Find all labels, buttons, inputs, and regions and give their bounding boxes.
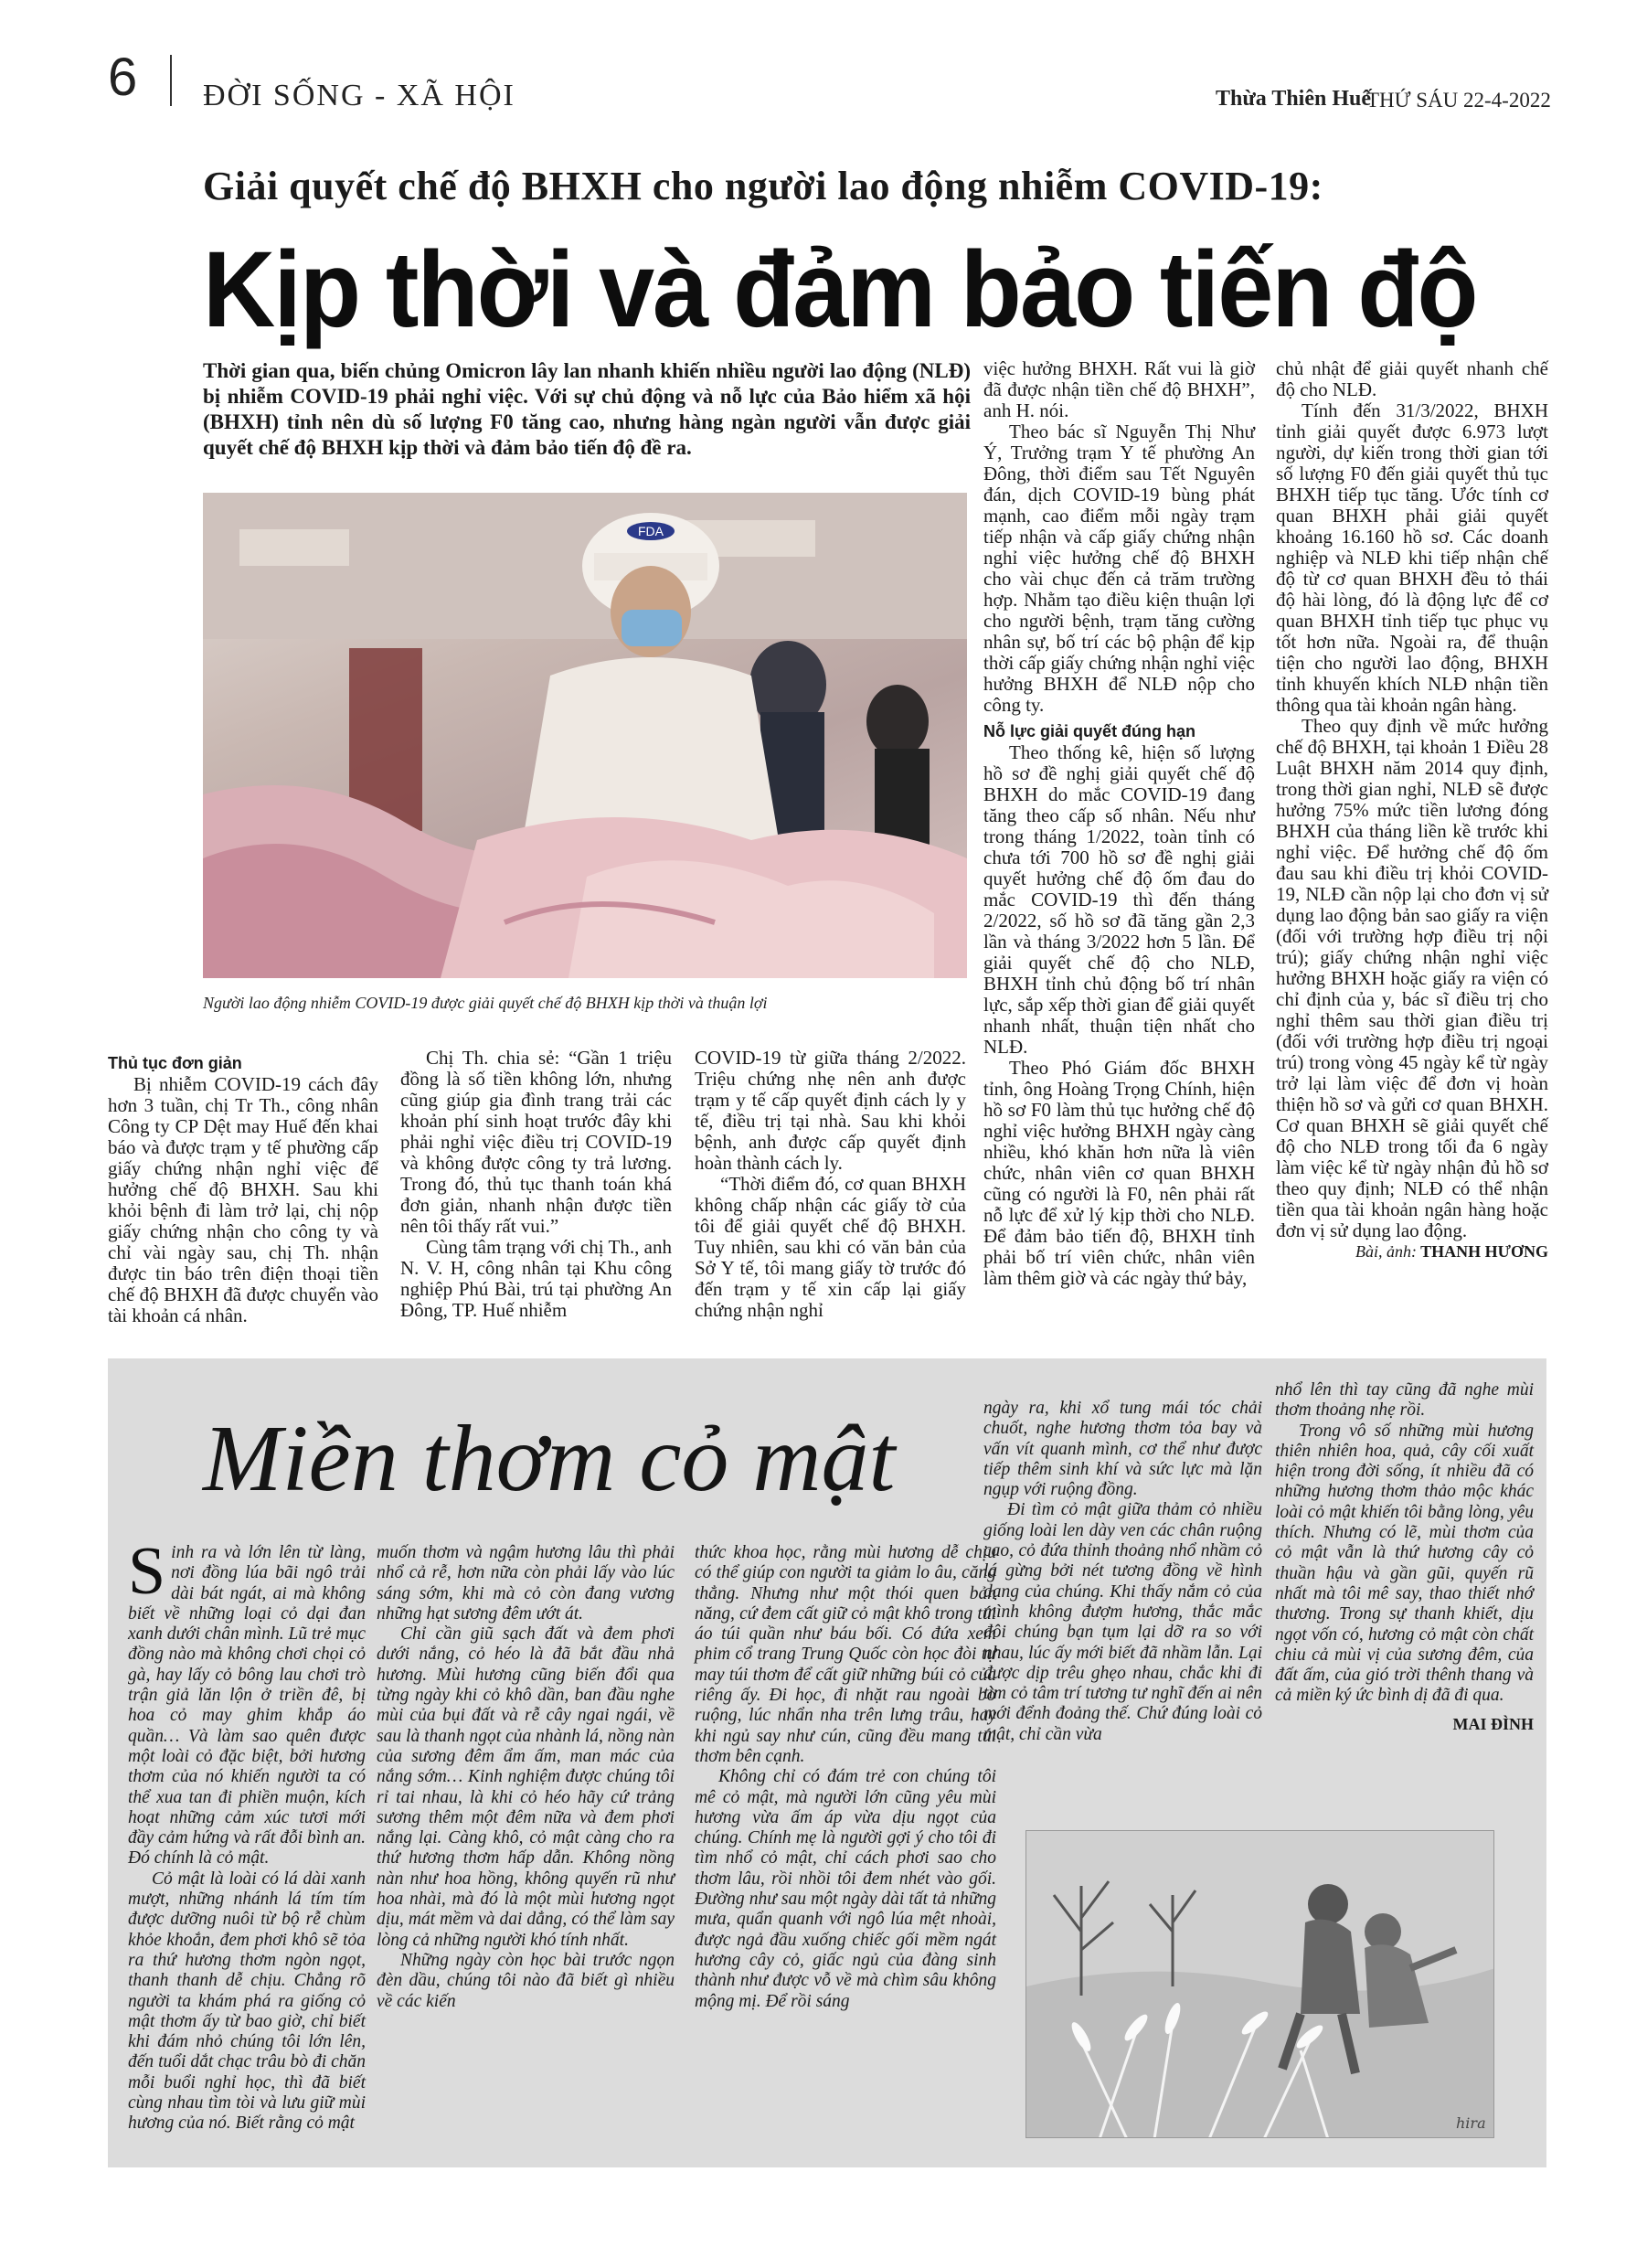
paragraph: Những ngày còn học bài trước ngọn đèn dầu, chúng tôi nào đã biết gì nhiều về các kiến	[377, 1950, 675, 2011]
paragraph: Theo bác sĩ Nguyễn Thị Như Ý, Trưởng trạm Y tế phường An Đông, thời điểm sau Tết Nguyên đán, dịch COVID-19 bùng phát mạnh, cao điểm mỗi ngày trạm tiếp nhận và cấp giấy chứng nhận nghỉ việc hưởng chế độ BHXH cho vài chục đến cả trăm trường hợp. Nhằm tạo điều kiện thuận lợi cho người bệnh, trạm tăng cường nhân sự, bố trí các bộ phận để kịp thời cấp giấy chứng nhận nghỉ việc hưởng BHXH để NLĐ nộp cho công ty.	[983, 421, 1255, 716]
paragraph: Tính đến 31/3/2022, BHXH tỉnh giải quyết được 6.973 lượt người, dự kiến trong thời gian tới số lượng F0 đến giải quyết thủ tục BHXH tiếp tục tăng. Ước tính cơ quan BHXH phải giải quyết khoảng 16.160 hồ sơ. Các doanh nghiệp và NLĐ khi tiếp nhận chế độ từ cơ quan BHXH đều tỏ thái độ hài lòng, đó là động lực để cơ quan BHXH tỉnh tiếp tục phục vụ tốt hơn nữa. Ngoài ra, để thuận tiện cho người lao động, BHXH tỉnh khuyến khích NLĐ nhận tiền thông qua tài khoản ngân hàng.	[1276, 399, 1548, 716]
illustration-signature: hira	[1456, 2114, 1486, 2132]
section-title: ĐỜI SỐNG - XÃ HỘI	[203, 79, 515, 112]
paragraph: Trong vô số những mùi hương thiên nhiên hoa, quả, cây cối xuất hiện trong đời sống, ít nhiều đã có những hương thơm thảo mộc khác loài cỏ mật khiến tôi bằng lòng, yêu thích. Nhưng có lẽ, mùi thơm của cỏ mật vẫn là thứ hương cây cỏ thuần hậu và gần gũi, quyến rũ nhất mà tôi mê say, thao thiết nhớ thương. Trong sự thanh khiết, dịu ngọt vốn có, hương cỏ mật còn chất chiu cả mùi vị của sương đêm, của đất ấm, của gió trời thênh thang và cả miền ký ức bình dị đã đi qua.	[1275, 1421, 1534, 1706]
paragraph: việc hưởng BHXH. Rất vui là giờ đã được nhận tiền chế độ BHXH”, anh H. nói.	[983, 357, 1255, 421]
paragraph: Cùng tâm trạng với chị Th., anh N. V. H, công nhân tại Khu công nghiệp Phú Bài, trú tại phường An Đông, TP. Huế nhiễm	[400, 1236, 672, 1321]
header-divider	[170, 55, 172, 106]
article-column-4	[983, 358, 1255, 1289]
paragraph: Theo Phó Giám đốc BHXH tỉnh, ông Hoàng Trọng Chính, hiện hồ sơ F0 làm thủ tục hưởng chế độ nghỉ việc hưởng BHXH ngày càng nhiều, khó khăn hơn nữa là viên chức, nhân viên cơ quan BHXH cũng có người là F0, nên phải rất nỗ lực để xử lý kịp thời cho NLĐ. Để đảm bảo tiến độ, BHXH tỉnh phải bố trí viên chức, nhân viên làm thêm giờ và các ngày thứ bảy,	[983, 1057, 1255, 1289]
issue-date: THỨ SÁU 22-4-2022	[1366, 89, 1551, 112]
subhead-on-time: Nỗ lực giải quyết đúng hạn	[983, 722, 1196, 740]
article-column-2	[400, 1048, 672, 1321]
subhead-simple-procedure: Thủ tục đơn giản	[108, 1054, 242, 1072]
page-number: 6	[108, 48, 138, 107]
photo-worker-sewing-icon	[203, 493, 967, 978]
paragraph: “Thời điểm đó, cơ quan BHXH không chấp nhận các giấy tờ của tôi để giải quyết chế độ BHXH. Tuy nhiên, sau khi có văn bản của Sở Y tế, tôi mang giấy tờ trước đó đến trạm y tế xin cấp lại giấy chứng nhận nghỉ	[695, 1173, 966, 1321]
paragraph: COVID-19 từ giữa tháng 2/2022. Triệu chứng nhẹ nên anh được trạm y tế cấp quyết định cách ly y tế, điều trị tại nhà. Sau khi khỏi bệnh, anh được cấp quyết định hoàn thành cách ly.	[695, 1047, 966, 1174]
illustration-children-grass-icon	[1026, 1831, 1494, 2138]
article-column-1	[108, 1048, 378, 1326]
feature-author: MAI ĐÌNH	[1452, 1714, 1534, 1733]
cap-logo-text: FDA	[638, 524, 664, 538]
paragraph: Cỏ mật là loài có lá dài xanh mượt, những nhánh lá tím tím được dưỡng nuôi từ bộ rễ chùm khỏe khoắn, đem phơi khô sẽ tỏa ra thứ hương thơm ngòn ngọt, thanh thanh dễ chịu. Chẳng rõ người ta khám phá ra giống cỏ mật thơm ấy từ bao giờ, chỉ biết khi đám nhỏ chúng tôi lớn lên, đến tuổi dắt chạc trâu bò đi chăn mỗi buổi nghỉ học, thì đã biết cùng nhau tìm tòi và lưu giữ mùi hương của nó. Biết rằng cỏ mật	[128, 1869, 366, 2134]
article-column-3	[695, 1048, 966, 1321]
paragraph: Bị nhiễm COVID-19 cách đây hơn 3 tuần, chị Tr Th., công nhân Công ty CP Dệt may Huế đến khai báo và được trạm y tế phường cấp giấy chứng nhận nghỉ việc để hưởng chế độ BHXH. Sau khi khỏi bệnh đi làm trở lại, chị nộp giấy chứng nhận cho công ty và chỉ vài ngày sau, chị Th. nhận được tin báo trên điện thoại tiền chế độ BHXH đã được chuyển vào tài khoản cá nhân.	[108, 1073, 378, 1326]
article-lead: Thời gian qua, biến chủng Omicron lây lan nhanh khiến nhiều người lao động (NLĐ) bị nhiễm COVID-19 phải nghỉ việc. Với sự chủ động và nỗ lực của Bảo hiểm xã hội (BHXH) tỉnh nên dù số lượng F0 tăng cao, nhưng hàng ngàn người vẫn được giải quyết chế độ BHXH kịp thời và đảm bảo tiến độ đề ra.	[203, 359, 971, 459]
feature-column-5	[1275, 1380, 1534, 1734]
paragraph: ngày ra, khi xổ tung mái tóc chải chuốt, nghe hương thơm tỏa bay và vấn vít quanh mình, cơ thể như được tiếp thêm sinh khí và sức lực mà lặn ngụp với ruộng đồng.	[983, 1399, 1262, 1500]
paragraph: Theo quy định về mức hưởng chế độ BHXH, tại khoản 1 Điều 28 Luật BHXH năm 2014 quy định, trong thời gian nghỉ, NLĐ sẽ được hưởng 75% mức tiền lương đóng BHXH của tháng liền kề trước khi nghỉ việc. Để hưởng chế độ ốm đau sau khi điều trị khỏi COVID-19, NLĐ cần nộp lại cho đơn vị sử dụng lao động bản sao giấy ra viện (đối với trường hợp điều trị nội trú); giấy chứng nhận nghỉ việc hưởng BHXH hoặc giấy ra viện có chỉ định của y, bác sĩ điều trị cho nghỉ thêm sau thời gian điều trị (đối với trường hợp điều trị ngoại trú) trong vòng 45 ngày kể từ ngày trở lại làm việc để đơn vị hoàn thiện hồ sơ và gửi cơ quan BHXH. Cơ quan BHXH sẽ giải quyết chế độ cho NLĐ trong tối đa 6 ngày làm việc kể từ ngày nhận đủ hồ sơ theo quy định; NLĐ có thể nhận tiền qua tài khoản ngân hàng hoặc đơn vị sử dụng lao động.	[1276, 715, 1548, 1241]
photo-caption: Người lao động nhiễm COVID-19 được giải quyết chế độ BHXH kịp thời và thuận lợi	[203, 994, 768, 1012]
feature-column-2	[377, 1543, 675, 2012]
paragraph: muốn thơm và ngậm hương lâu thì phải nhổ cả rễ, hơn nữa còn phải lấy vào lúc sáng sớm, khi mà cỏ còn đang vương những hạt sương đêm ướt át.	[377, 1543, 675, 1624]
newspaper-name: Thừa Thiên Huế	[1216, 87, 1372, 111]
paragraph: Chị Th. chia sẻ: “Gần 1 triệu đồng là số tiền không lớn, nhưng cũng giúp gia đình trang trải các khoản phí sinh hoạt trước đây khi phải nghỉ việc điều trị COVID-19 và không được công ty trả lương. Trong đó, thủ tục thanh toán khá đơn giản, nhanh nhận được tiền nên tôi thấy rất vui.”	[400, 1047, 672, 1237]
article-byline	[1276, 1241, 1548, 1262]
paragraph: nhổ lên thì tay cũng đã nghe mùi thơm thoảng nhẹ rồi.	[1275, 1380, 1534, 1421]
paragraph: Không chỉ có đám trẻ con chúng tôi mê cỏ mật, mà người lớn cũng yêu mùi hương vừa ấm áp vừa dịu ngọt của chúng. Chính mẹ là người gợi ý cho tôi đi tìm nhổ cỏ mật, chỉ cách phơi sao cho thơm lâu, rồi nhồi tôi đem nhét vào gối. Đường như sau một ngày dài tất tả những mưa, quẩn quanh với ngô lúa mệt nhoài, được ngả đầu xuống chiếc gối mềm ngát hương cây cỏ, giấc ngủ của đàng sinh thành như được vỗ về mà chìm sâu không mộng mị. Để rồi sáng	[695, 1767, 996, 2011]
byline-author: THANH HƯƠNG	[1420, 1242, 1548, 1261]
article-column-5	[1276, 358, 1548, 1262]
article-photo	[203, 493, 967, 978]
article-headline: Kịp thời và đảm bảo tiến độ	[203, 229, 1477, 350]
paragraph: chủ nhật để giải quyết nhanh chế độ cho NLĐ.	[1276, 357, 1548, 400]
paragraph: Chỉ cần giũ sạch đất và đem phơi dưới nắng, cỏ héo là đã bắt đầu nhả hương. Mùi hương cũng biến đổi qua từng ngày khi cỏ khô dần, ban đầu nghe mùi của bụi đất và rễ cây ngai ngái, về sau là thanh ngọt của nhành lá, nồng nàn của sương đêm ẩm ấm, man mác của nắng sớm… Kinh nghiệm được chúng tôi rỉ tai nhau, là khi cỏ héo hãy cứ trảng sương thêm một đêm nữa và đem phơi nắng lại. Càng khô, cỏ mật càng cho ra thứ hương thơm hấp dẫn. Không nồng nàn như hoa hồng, không quyến rũ như hoa nhài, mà đó là một mùi hương ngọt dịu, mát mềm và dai dẳng, có thể làm say lòng cả những người khó tính nhất.	[377, 1624, 675, 1950]
feature-column-1	[128, 1534, 366, 2135]
paragraph: thức khoa học, rằng mùi hương dễ chịu có thể giúp con người ta giảm lo âu, căng thẳng. Nhưng như một thói quen bản năng, cứ đem cất giữ cỏ mật khô trong túi áo túi quần như báu bối. Có đứa xem phim cổ trang Trung Quốc còn học đòi tự may túi thơm để cất giữ những búi cỏ của riêng ấy. Đi học, đi nhặt rau ngoài bờ ruộng, lúc nhẩn nha trên lưng trâu, hay khi ngủ say như cún, cũng đều mang túi thơm bên cạnh.	[695, 1543, 996, 1766]
feature-column-3	[695, 1543, 996, 2012]
feature-column-4	[983, 1399, 1262, 1745]
paragraph: Theo thống kê, hiện số lượng hồ sơ đề nghị giải quyết chế độ BHXH do mắc COVID-19 đang tăng theo cấp số nhân. Nếu như trong tháng 1/2022, toàn tỉnh có chưa tới 700 hồ sơ đề nghị giải quyết hưởng chế độ ốm đau do mắc COVID-19 thì đến tháng 2/2022, số hồ sơ đã tăng gần 2,3 lần và tháng 3/2022 hơn 5 lần. Để giải quyết chế độ cho NLĐ, BHXH tỉnh chủ động bố trí nhân lực, sắp xếp thời gian để giải quyết nhanh nhất, thuận tiện nhất cho NLĐ.	[983, 741, 1255, 1058]
feature-illustration	[1025, 1830, 1494, 2138]
paragraph: inh ra và lớn lên từ làng, nơi đồng lúa bãi ngô trải dài bát ngát, ai mà không biết về những loại cỏ dại đan xanh dưới chân mình. Lũ trẻ mục đồng nào mà không chơi chọi cỏ gà, hay lấy cỏ bông lau chơi trò trận giả lăn lộn ở triền đê, bị hoa cỏ may ghim khắp áo quần… Và làm sao quên được một loài cỏ đặc biệt, bởi hương thơm của nó khiến người ta có thể xua tan đi phiền muộn, kích hoạt những cảm xúc tươi mới đầy cảm hứng và rất đỗi bình an. Đó chính là cỏ mật.	[128, 1543, 366, 1869]
feature-title: Miền thơm cỏ mật	[203, 1406, 896, 1511]
paragraph: Đi tìm cỏ mật giữa thảm cỏ nhiều giống loài len dày ven các chân ruộng cao, cỏ đứa thỉnh thoảng nhổ nhầm cỏ lá gừng bởi nét tương đồng về hình dạng của chúng. Khi thấy nắm cỏ của mình không đượm hương, thắc mắc đôi chúng bạn tụm lại dỡ ra so với nhau, lúc ấy mới biết đã nhầm lẫn. Lại được dịp trêu ghẹo nhau, chắc khi đi tìm cỏ tâm trí tương tư nghĩ đến ai nên mới đểnh đoảng thế. Chứ đúng loài cỏ mật, chỉ cần vừa	[983, 1500, 1262, 1744]
article-kicker: Giải quyết chế độ BHXH cho người lao động nhiễm COVID-19:	[203, 164, 1323, 208]
byline-label: Bài, ảnh:	[1355, 1242, 1417, 1261]
drop-cap: S	[128, 1534, 166, 1609]
